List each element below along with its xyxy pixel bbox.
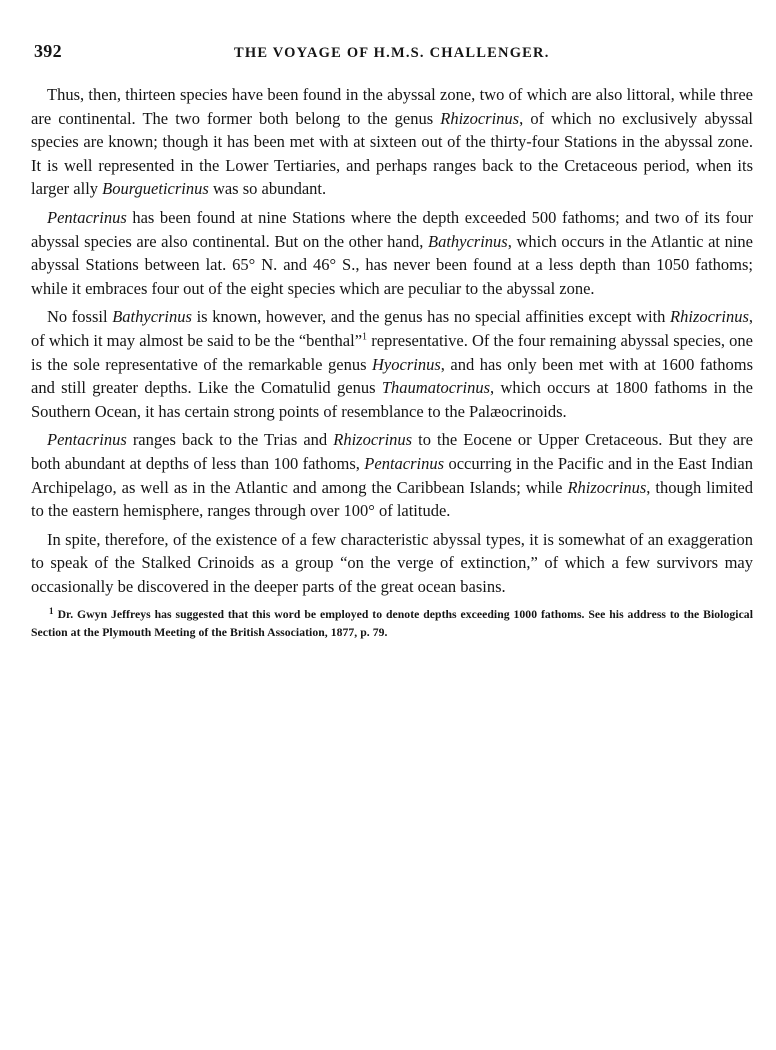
text-run: , and has only been met with at 1600 fathoms and still greater depths. Like the Comatulid genus [31, 354, 753, 398]
text-run: , of which no exclusively abyssal species are known; though it has been met with at sixteen out of the thirty-four Stations in the abyssal zone. It is well represented in the Lower Tertiaries, and perhaps ranges back to the Cretaceous period, when its larger ally [31, 108, 753, 199]
text-run: Thus, then, thirteen species have been found in the abyssal zone, two of which are also littoral, while three are continental. The two former both belong to the genus [31, 85, 753, 128]
book-page [31, 36, 753, 641]
running-head [31, 36, 753, 62]
text-run: is known, however, and the genus has no special affinities except with [191, 307, 671, 327]
text-run: , though limited to the eastern hemisphere, ranges through over 100° of latitude. [31, 477, 753, 521]
paragraph [31, 428, 753, 522]
genus-name: Bathycrinus [427, 231, 508, 251]
genus-name: Rhizocrinus [567, 477, 647, 497]
genus-name: Rhizocrinus [440, 108, 520, 128]
genus-name: Rhizocrinus [670, 307, 749, 327]
footnote-reference: 1 [362, 331, 368, 343]
text-run: In spite, therefore, of the existence of a few characteristic abyssal types, it is somewhat of an exaggeration to speak of the Stalked Crinoids as a group “on the verge of extinction,” of which a few survivors may occasionally be discovered in the deeper parts of the great ocean basins. [31, 529, 753, 596]
text-run: was so abundant. [208, 179, 327, 199]
paragraph [31, 206, 753, 300]
text-run: ranges back to the Trias and [126, 430, 334, 450]
genus-name: Pentacrinus [364, 453, 445, 473]
paragraph [31, 83, 753, 201]
text-run: , of which it may almost be said to be the “benthal” [31, 307, 754, 350]
text-run: No fossil [47, 307, 113, 327]
page-number: 392 [34, 41, 62, 61]
paragraph [31, 528, 753, 599]
text-run: occurring in the Pacific and in the East Indian Archipelago, as well as in the Atlantic and among the Caribbean Islands; while [31, 453, 753, 497]
footnote [31, 606, 753, 641]
genus-name: Hyocrinus [372, 354, 441, 374]
genus-name: Bathycrinus [112, 307, 192, 327]
genus-name: Rhizocrinus [333, 430, 413, 450]
text-run: , which occurs at 1800 fathoms in the Southern Ocean, it has certain strong points of resemblance to the Palæocrinoids. [31, 378, 753, 421]
text-run: representative. Of the four remaining abyssal species, one is the sole representative of the remarkable genus [31, 330, 753, 374]
genus-name: Pentacrinus [47, 207, 127, 227]
text-run: has been found at nine Stations where the depth exceeded 500 fathoms; and two of its four abyssal species are also continental. But on the other hand, [31, 207, 753, 251]
text-run: to the Eocene or Upper Cretaceous. But they are both abundant at depths of less than 100 fathoms, [31, 430, 753, 473]
footnote-marker: 1 [49, 605, 54, 616]
text-run: , which occurs in the Atlantic at nine abyssal Stations between lat. 65° N. and 46° S., has never been found at a less depth than 1050 fathoms; while it embraces four out of the eight species which are peculiar to the abyssal zone. [31, 231, 753, 298]
genus-name: Pentacrinus [47, 430, 127, 450]
body-text [31, 83, 753, 598]
paragraph [31, 305, 753, 423]
running-title: THE VOYAGE OF H.M.S. CHALLENGER. [234, 45, 550, 61]
footnote-text: Dr. Gwyn Jeffreys has suggested that this word be employed to denote depths exceeding 1000 fathoms. See his address to the Biological Section at the Plymouth Meeting of the British Association, 1877, p. 79. [31, 608, 753, 639]
genus-name: Bourgueticrinus [102, 179, 209, 199]
genus-name: Thaumatocrinus [381, 378, 491, 398]
